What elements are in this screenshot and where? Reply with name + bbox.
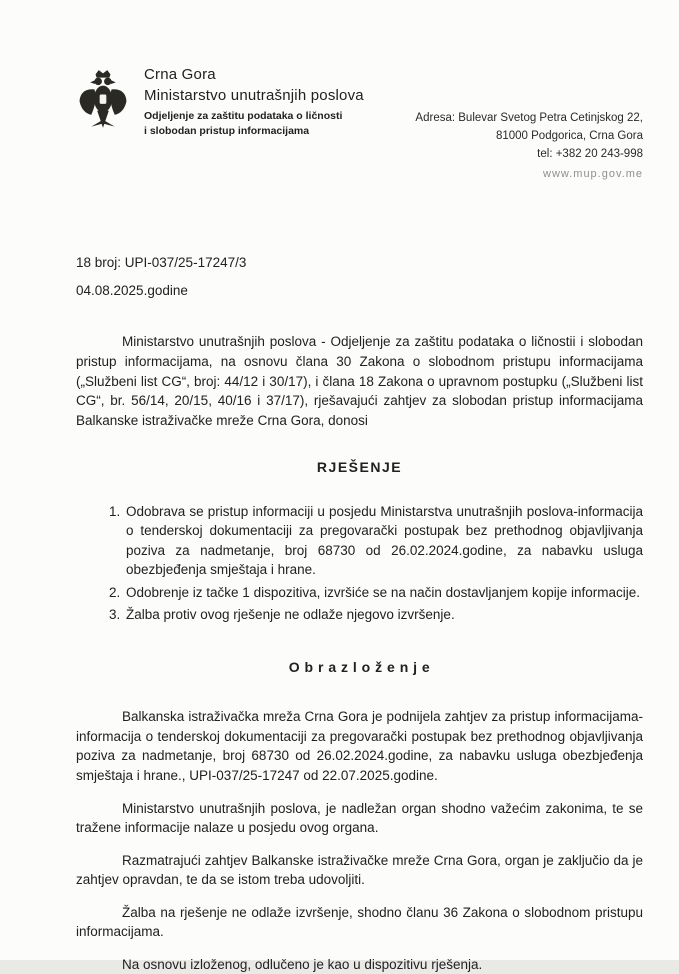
- document-body: [76, 332, 643, 974]
- explanation-paragraph-5: Na osnovu izloženog, odlučeno je kao u dispozitivu rješenja.: [122, 956, 483, 972]
- intro-paragraph: Ministarstvo unutrašnjih poslova - Odjeljenje za zaštitu podataka o ličnostii i slobodan pristup informacijama, na osnovu člana 30 Zakona o slobodnom pristupu informacijama („Službeni list CG“, broj: 44/12 i 30/17), i člana 18 Zakona o upravnom postupku („Službeni list CG“, br. 56/14, 20/15, 40/16 i 37/17), rješavajući zahtjev za slobodan pristup informacijama Balkanske istraživačke mreže Crna Gora, donosi: [76, 334, 643, 428]
- address-line-city: 81000 Podgorica, Crna Gora: [495, 129, 643, 142]
- document-date: 04.08.2025.godine: [76, 283, 188, 299]
- explanation-paragraph-2: Ministarstvo unutrašnjih poslova, je nadležan organ shodno važećim zakonima, te se tražene informacije nalaze u posjedu ovog organa.: [76, 800, 643, 836]
- website-text: www.mup.gov.me: [543, 168, 643, 181]
- explanation-paragraph-3: Razmatrajući zahtjev Balkanske istraživačke mreže Crna Gora, organ je zaključio da je zahtjev opravdan, te da se istom treba udovoljiti.: [76, 852, 643, 888]
- reference-number: 18 broj: UPI-037/25-17247/3: [76, 255, 247, 271]
- decision-item-3: 3. Žalba protiv ovog rješenje ne odlaže njegovo izvršenje.: [124, 605, 643, 625]
- org-ministry: Ministarstvo unutrašnjih poslova: [144, 87, 364, 104]
- address-line-phone: tel: +382 20 243-998: [537, 147, 643, 160]
- decision-item-1: 1. Odobrava se pristup informaciji u posjedu Ministarstva unutrašnjih poslova-informacija o tenderskoj dokumentaciji za pregovarački postupak bez prethodnog objavljivanja poziva za nadmetanje, broj 68730 od 26.02.2024.godine, za nabavku usluga obezbjeđenja smještaja i hrane.: [124, 502, 643, 580]
- org-department-line2: i slobodan pristup informacijama: [144, 124, 310, 137]
- coat-of-arms-icon: [76, 68, 132, 137]
- decision-list: [84, 502, 643, 625]
- org-country: Crna Gora: [144, 66, 216, 83]
- explanation-paragraph-1: Balkanska istraživačka mreža Crna Gora je podnijela zahtjev za pristup informacijama-informacija o tenderskoj dokumentaciji za pregovarački postupak bez prethodnog objavljivanja poziva za nadmetanje, broj 68730 od 26.02.2024.godine, za nabavku usluga obezbjeđenja smještaja i hrane., UPI-037/25-17247 od 22.07.2025.godine.: [76, 709, 643, 783]
- explanation-title: O b r a z l o ž e n j e: [288, 658, 431, 675]
- address-block: [415, 66, 643, 183]
- decision-title: RJEŠENJE: [316, 459, 403, 476]
- address-line-street: Adresa: Bulevar Svetog Petra Cetinjskog 22,: [415, 112, 643, 124]
- reference-block: [76, 255, 643, 298]
- decision-item-2: 2. Odobrenje iz tačke 1 dispozitiva, izvršiće se na način dostavljanjem kopije informacije.: [124, 583, 643, 603]
- org-department-line1: Odjeljenje za zaštitu podataka o ličnosti: [144, 110, 343, 122]
- org-block: [144, 66, 364, 138]
- explanation-paragraph-4: Žalba na rješenje ne odlaže izvršenje, shodno članu 36 Zakona o slobodnom pristupu informacijama.: [76, 904, 643, 940]
- letterhead: [76, 66, 643, 183]
